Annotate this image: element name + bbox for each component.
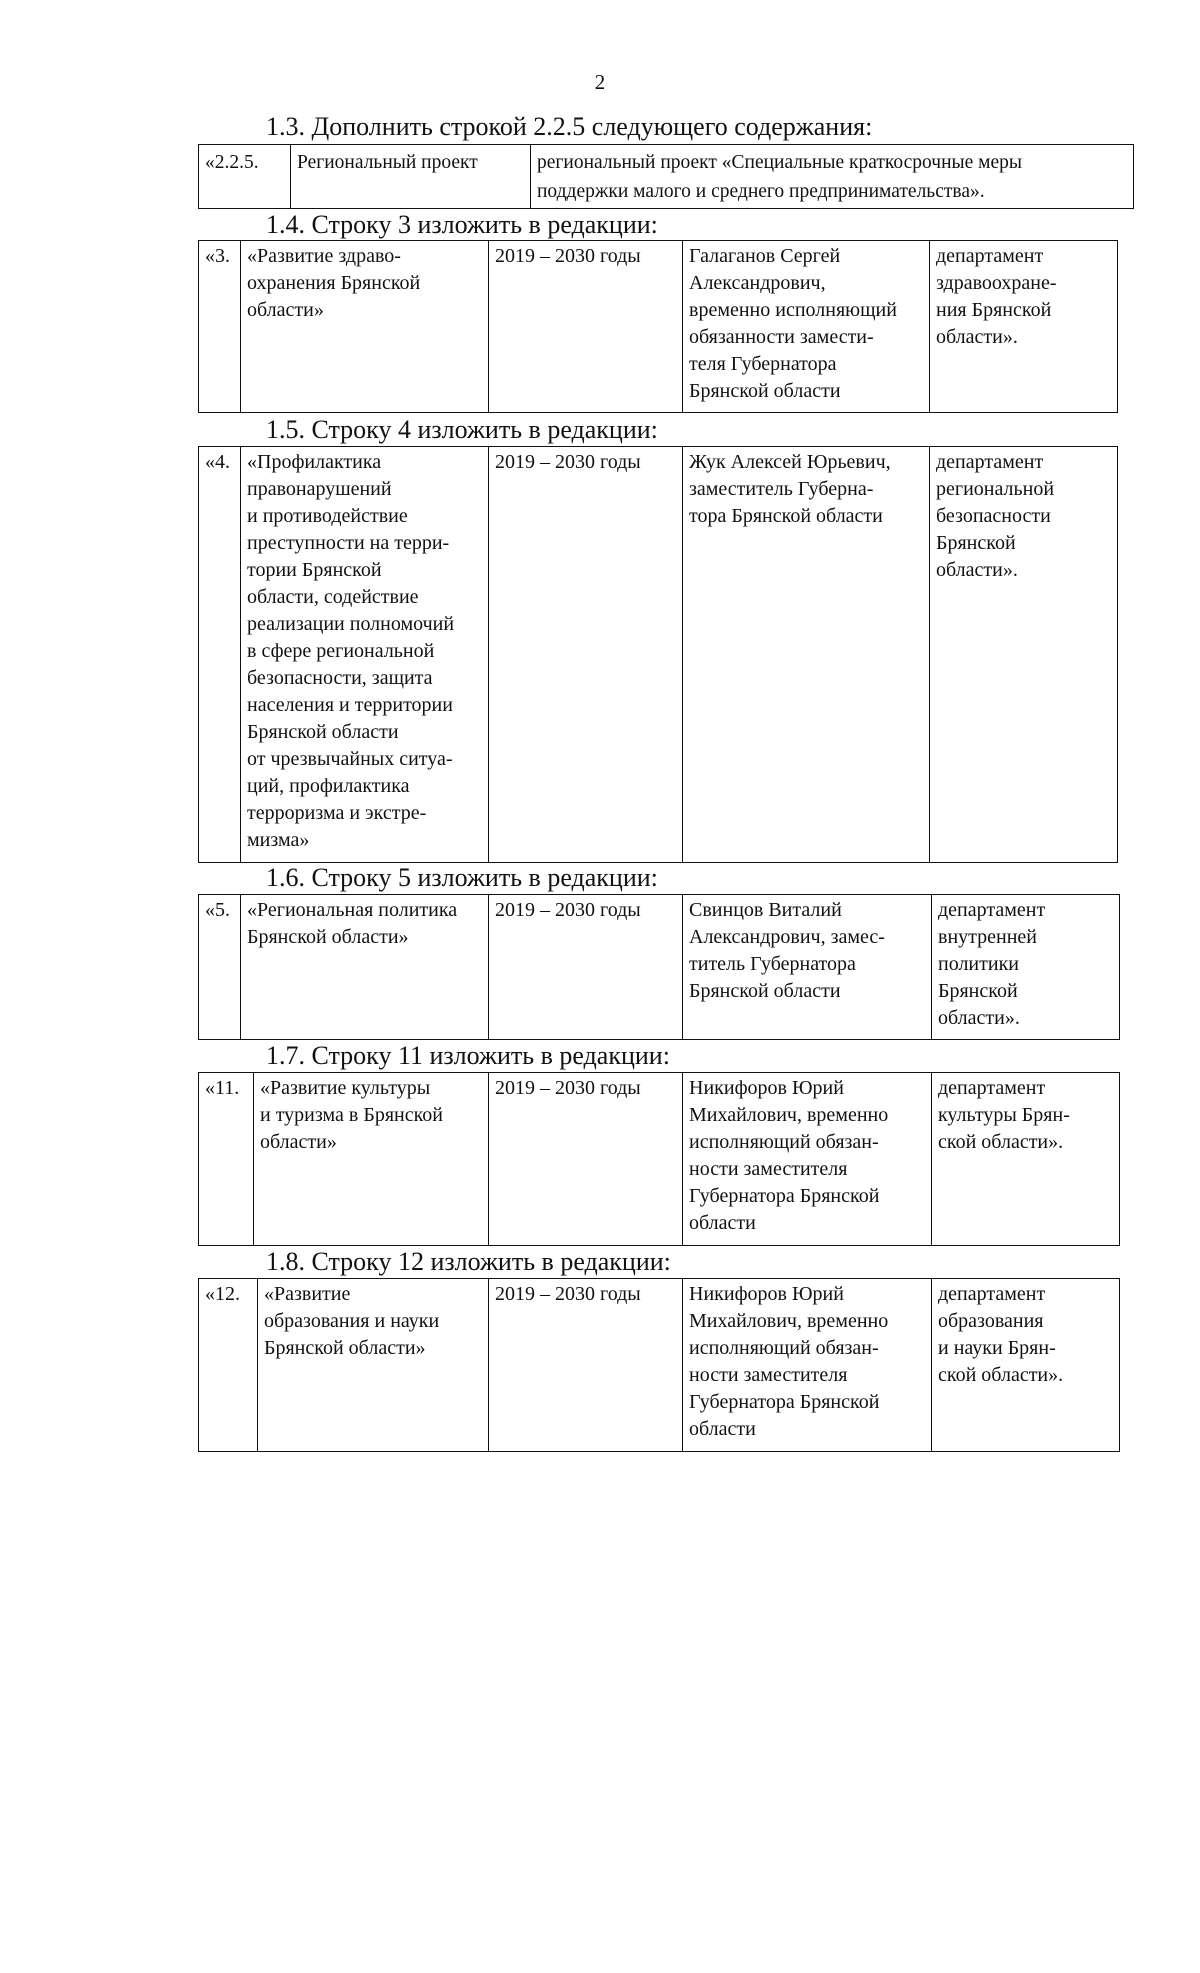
cell-period: 2019 – 2030 годы xyxy=(489,895,683,1040)
cell-period: 2019 – 2030 годы xyxy=(489,1073,683,1246)
table-row-5 xyxy=(198,894,1120,1040)
table-row-12 xyxy=(198,1278,1120,1452)
section-heading-1-7: 1.7. Строку 11 изложить в редакции: xyxy=(266,1041,670,1070)
cell-number: «12. xyxy=(199,1279,258,1452)
table-row-4 xyxy=(198,446,1118,863)
cell-description: региональный проект «Специальные краткосрочные меры поддержки малого и среднего предпринимательства». xyxy=(531,145,1134,209)
cell-department: департамент внутренней политики Брянской области». xyxy=(932,895,1120,1040)
cell-department: департамент образования и науки Брян- ской области». xyxy=(932,1279,1120,1452)
section-heading-1-6: 1.6. Строку 5 изложить в редакции: xyxy=(266,863,658,892)
cell-responsible: Галаганов Сергей Александрович, временно исполняющий обязанности замести- теля Губернатора Брянской области xyxy=(683,241,930,413)
cell-name: «Развитие образования и науки Брянской области» xyxy=(258,1279,489,1452)
cell-period: 2019 – 2030 годы xyxy=(489,241,683,413)
cell-number: «3. xyxy=(199,241,241,413)
cell-name: «Региональная политика Брянской области» xyxy=(241,895,489,1040)
cell-responsible: Никифоров Юрий Михайлович, временно исполняющий обязан- ности заместителя Губернатора Брянской области xyxy=(683,1279,932,1452)
cell-number: «2.2.5. xyxy=(199,145,291,209)
section-heading-1-8: 1.8. Строку 12 изложить в редакции: xyxy=(266,1247,671,1276)
cell-number: «5. xyxy=(199,895,241,1040)
page-number: 2 xyxy=(594,70,606,94)
cell-name: «Профилактика правонарушений и противодействие преступности на терри- тории Брянской области, содействие реализации полномочий в сфере региональной безопасности, защита населения и территории Брянской области от чрезвычайных ситуа- ций, профилактика терроризма и экстре- мизма» xyxy=(241,447,489,863)
cell-responsible: Свинцов Виталий Александрович, замес- титель Губернатора Брянской области xyxy=(683,895,932,1040)
cell-period: 2019 – 2030 годы xyxy=(489,1279,683,1452)
table-row-11 xyxy=(198,1072,1120,1246)
cell-responsible: Никифоров Юрий Михайлович, временно исполняющий обязан- ности заместителя Губернатора Брянской области xyxy=(683,1073,932,1246)
cell-number: «4. xyxy=(199,447,241,863)
section-heading-1-3: 1.3. Дополнить строкой 2.2.5 следующего содержания: xyxy=(266,112,873,141)
section-heading-1-5: 1.5. Строку 4 изложить в редакции: xyxy=(266,415,658,444)
section-heading-1-4: 1.4. Строку 3 изложить в редакции: xyxy=(266,210,658,239)
cell-period: 2019 – 2030 годы xyxy=(489,447,683,863)
cell-department: департамент культуры Брян- ской области». xyxy=(932,1073,1120,1246)
cell-name: Региональный проект xyxy=(291,145,531,209)
cell-responsible: Жук Алексей Юрьевич, заместитель Губерна- тора Брянской области xyxy=(683,447,930,863)
cell-name: «Развитие здраво- охранения Брянской области» xyxy=(241,241,489,413)
cell-name: «Развитие культуры и туризма в Брянской области» xyxy=(254,1073,489,1246)
cell-number: «11. xyxy=(199,1073,254,1246)
table-row-3 xyxy=(198,240,1118,413)
cell-department: департамент региональной безопасности Брянской области». xyxy=(930,447,1118,863)
cell-department: департамент здравоохране- ния Брянской области». xyxy=(930,241,1118,413)
table-row-2-2-5 xyxy=(198,144,1134,209)
